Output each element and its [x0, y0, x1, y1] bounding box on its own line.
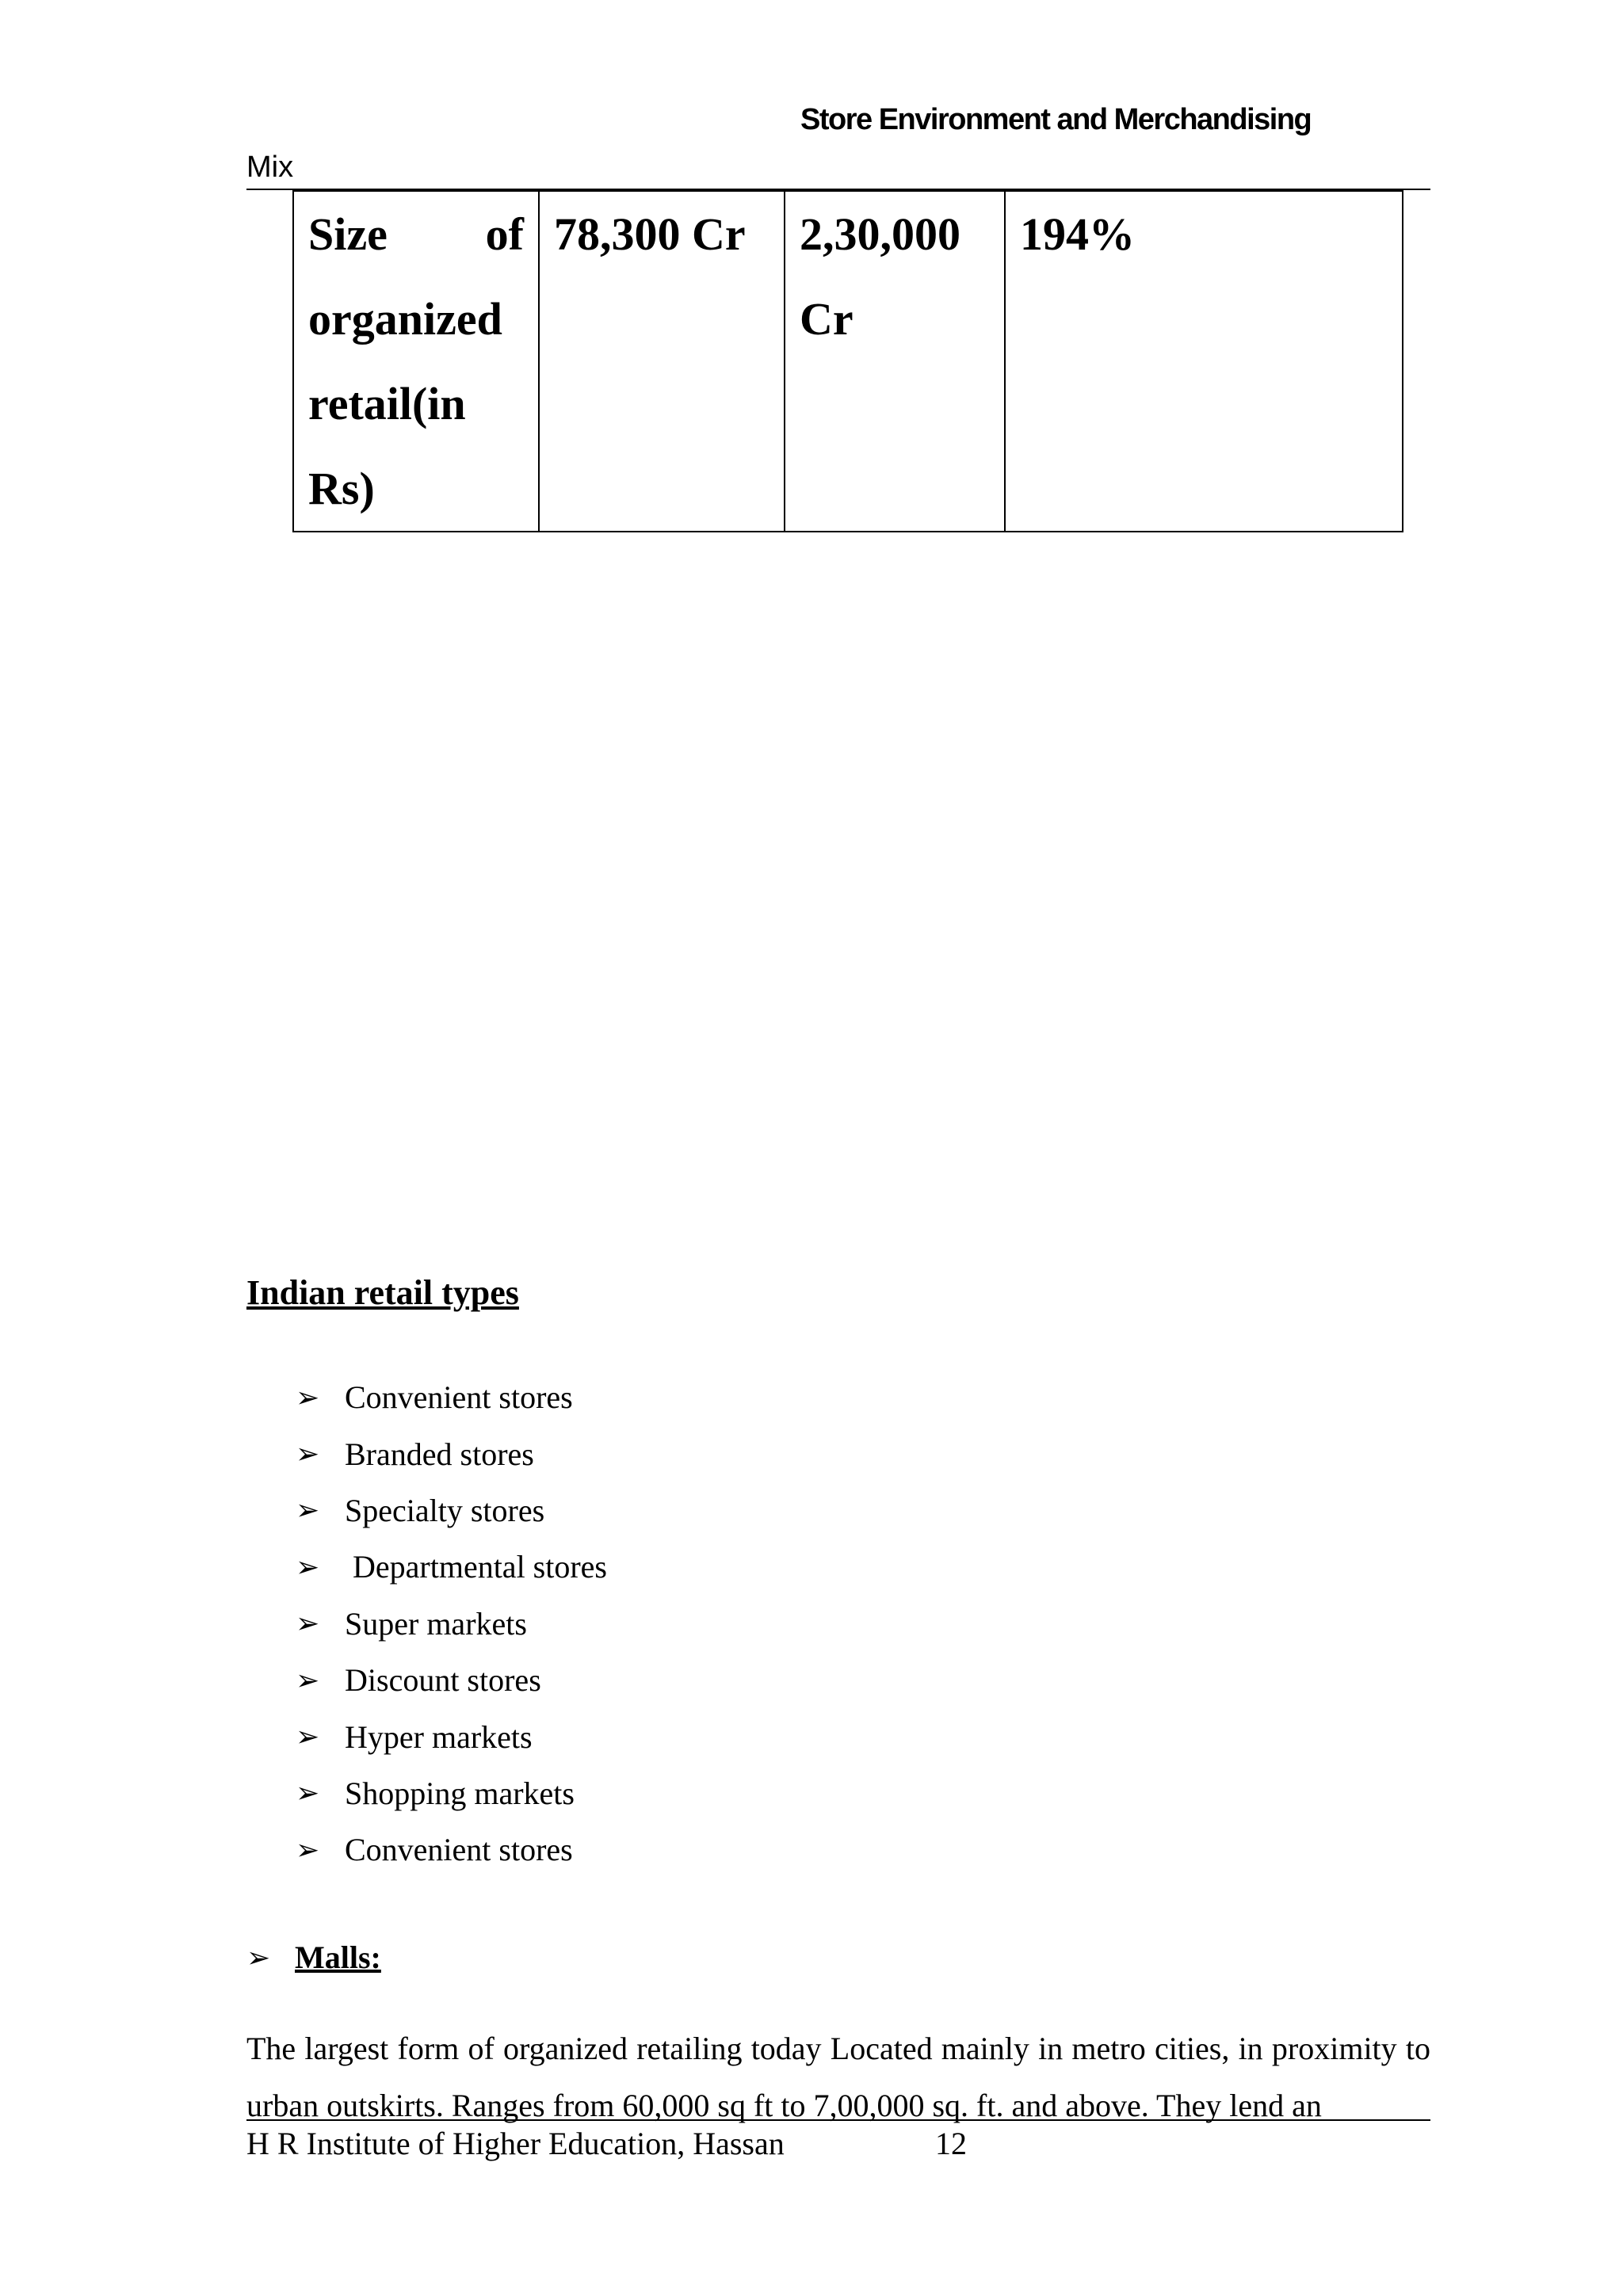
- page-number: 12: [935, 2126, 967, 2161]
- malls-paragraph: The largest form of organized retailing today Located mainly in metro cities, in proximity to urban outskirts. Ranges from 60,000 sq ft to 7,00,000 sq. ft. and above. They lend an: [246, 2031, 1430, 2123]
- list-item: [296, 1765, 607, 1821]
- arrowhead-bullet-icon: ➢: [296, 1777, 320, 1810]
- arrowhead-bullet-icon: ➢: [296, 1381, 320, 1413]
- running-header-continuation: Mix: [246, 151, 294, 184]
- list-item-label: Hyper markets: [345, 1718, 533, 1755]
- list-item: [296, 1708, 607, 1764]
- list-item: [296, 1652, 607, 1708]
- footer-divider: [246, 2119, 1430, 2121]
- table-row-label: Size of organized retail(in Rs): [293, 191, 539, 532]
- list-item: [296, 1425, 607, 1482]
- retail-size-table: [292, 190, 1403, 532]
- malls-heading: [246, 1939, 381, 1976]
- section-heading: Indian retail types: [246, 1273, 519, 1312]
- footer-institution: H R Institute of Higher Education, Hassan: [246, 2125, 788, 2162]
- table-cell-value-2: 2,30,000 Cr: [785, 191, 1005, 532]
- list-item: [296, 1821, 607, 1878]
- arrowhead-bullet-icon: ➢: [296, 1664, 320, 1696]
- running-header-title: Store Environment and Merchandising: [800, 103, 1312, 136]
- arrowhead-bullet-icon: ➢: [246, 1941, 271, 1974]
- list-item: [296, 1369, 607, 1425]
- list-item-label: Convenient stores: [345, 1379, 573, 1416]
- table-cell-value-1: 78,300 Cr: [539, 191, 785, 532]
- arrowhead-bullet-icon: ➢: [296, 1494, 320, 1527]
- list-item: [296, 1539, 607, 1595]
- list-item-label: Super markets: [345, 1605, 527, 1642]
- arrowhead-bullet-icon: ➢: [296, 1438, 320, 1470]
- malls-heading-label: Malls:: [295, 1939, 381, 1975]
- list-item-label: Departmental stores: [345, 1549, 607, 1585]
- list-item-label: Specialty stores: [345, 1492, 545, 1528]
- table-row: [293, 191, 1403, 532]
- table-cell-value-3: 194%: [1005, 191, 1403, 532]
- arrowhead-bullet-icon: ➢: [296, 1550, 320, 1583]
- list-item: [296, 1482, 607, 1539]
- list-item-label: Discount stores: [345, 1662, 541, 1699]
- arrowhead-bullet-icon: ➢: [296, 1721, 320, 1753]
- arrowhead-bullet-icon: ➢: [296, 1608, 320, 1640]
- arrowhead-bullet-icon: ➢: [296, 1833, 320, 1866]
- list-item: [296, 1596, 607, 1652]
- list-item-label: Shopping markets: [345, 1775, 575, 1811]
- list-item-label: Branded stores: [345, 1436, 534, 1472]
- retail-types-list: [296, 1369, 607, 1878]
- list-item-label: Convenient stores: [345, 1832, 573, 1868]
